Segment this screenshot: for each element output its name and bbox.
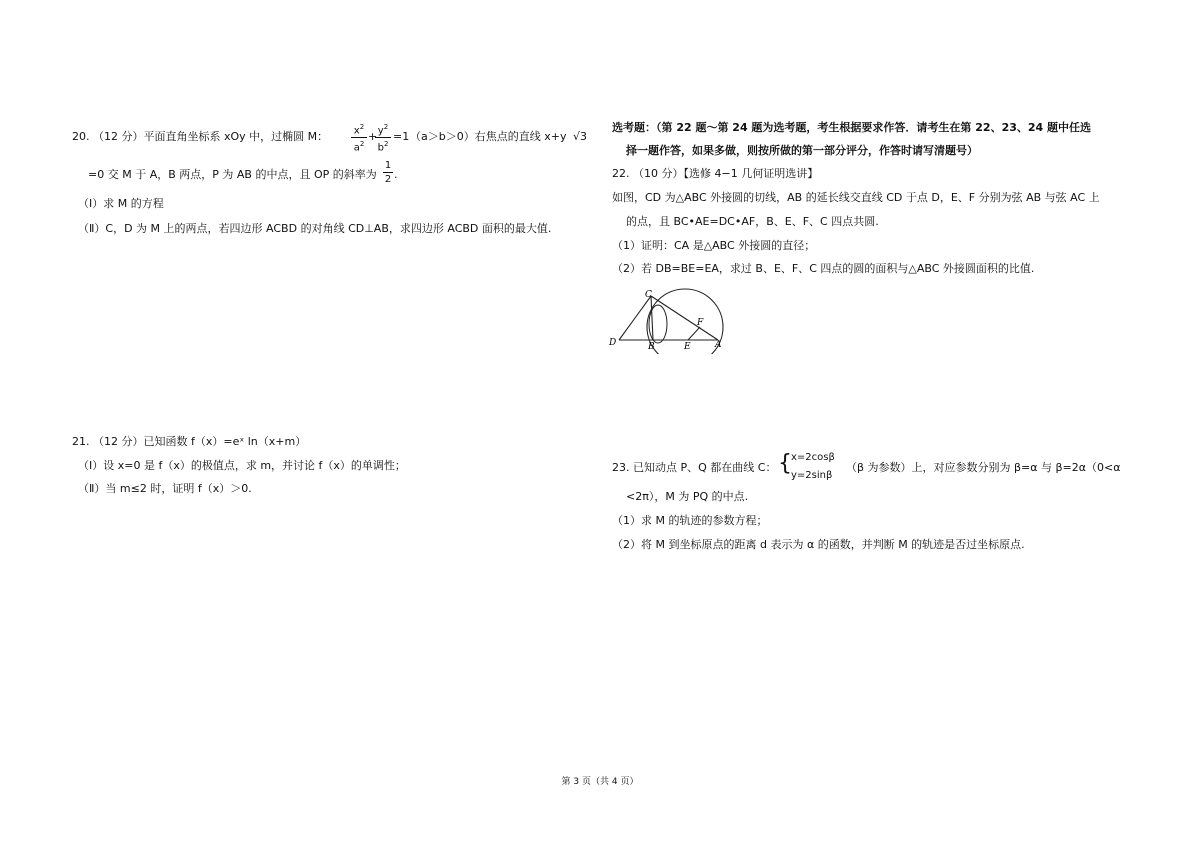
- elective-line1: 选考题：（第 22 题～第 24 题为选考题，考生根据要求作答．请考生在第 22、23、24 题中任选: [612, 121, 1092, 134]
- q22-text2: 的点，且 BC•AE=DC•AF，B、E、F、C 四点共圆.: [626, 215, 879, 228]
- q20-part2: （Ⅱ）C，D 为 M 上的两点，若四边形 ACBD 的对角线 CD⊥AB，求四边形 ACBD 面积的最大值.: [78, 222, 552, 235]
- q20-half: 1 2: [384, 160, 392, 185]
- q23-part1: （1）求 M 的轨迹的参数方程；: [612, 514, 768, 527]
- q23-sys1: x=2cosβ: [791, 452, 835, 463]
- q20-part1: （Ⅰ）求 M 的方程: [78, 197, 164, 210]
- line-CB: [651, 296, 653, 340]
- q20-plus: +: [368, 130, 378, 143]
- q20-frac-x: $x^2$ $a^2$: [351, 122, 367, 154]
- label-F: F: [697, 318, 704, 328]
- q20-prefix: 20. （12 分）平面直角坐标系 xOy 中，过椭圆 M：: [72, 130, 329, 143]
- q20-condition: （a＞b＞0）右焦点的直线 x+y: [410, 130, 567, 143]
- page-footer: 第 3 页（共 4 页）: [561, 777, 639, 787]
- q23-suffix: （β 为参数）上，对应参数分别为 β=α 与 β=2α（0<α: [846, 461, 1121, 474]
- q20-frac-y: $y^2$ $b^2$: [375, 122, 391, 154]
- q21-part2: （Ⅱ）当 m≤2 时，证明 f（x）＞0.: [78, 482, 252, 495]
- q20-line2: =0 交 M 于 A，B 两点，P 为 AB 的中点，且 OP 的斜率为: [88, 168, 377, 181]
- q20-sqrt3: √3: [573, 130, 588, 143]
- q23-prefix: 23. 已知动点 P、Q 都在曲线 C：: [612, 461, 777, 474]
- q22-figure: [606, 282, 732, 354]
- line-DC: [619, 296, 651, 340]
- q21-line1: 21. （12 分）已知函数 f（x）=eˣ ln（x+m）: [72, 435, 307, 448]
- q21-part1: （I）设 x=0 是 f（x）的极值点，求 m，并讨论 f（x）的单调性；: [78, 459, 406, 472]
- q22-text1: 如图，CD 为△ABC 外接圆的切线，AB 的延长线交直线 CD 于点 D，E、F 分别为弦 AB 与弦 AC 上: [612, 191, 1100, 204]
- q23-brace: {: [778, 451, 792, 476]
- line-EF: [688, 327, 700, 340]
- elective-line2: 择一题作答，如果多做，则按所做的第一部分评分，作答时请写清题号）: [626, 144, 978, 157]
- q23-part2: （2）将 M 到坐标原点的距离 d 表示为 α 的函数，并判断 M 的轨迹是否过坐标原点.: [612, 538, 1025, 551]
- q22-title: 22. （10 分）【选修 4−1 几何证明选讲】: [612, 167, 819, 180]
- label-A: A: [715, 340, 722, 350]
- label-C: C: [645, 290, 652, 300]
- q20-period: .: [394, 168, 398, 181]
- q23-line2: <2π），M 为 PQ 的中点.: [626, 490, 749, 503]
- q22-part1: （1）证明：CA 是△ABC 外接圆的直径；: [612, 239, 816, 252]
- q20-eq1: =1: [393, 130, 410, 143]
- label-B: B: [648, 342, 655, 352]
- q22-part2: （2）若 DB=BE=EA，求过 B、E、F、C 四点的圆的面积与△ABC 外接圆面积的比值.: [612, 262, 1035, 275]
- label-E: E: [684, 342, 691, 352]
- line-CA: [651, 296, 718, 340]
- label-D: D: [609, 338, 617, 348]
- q23-sys2: y=2sinβ: [791, 470, 833, 481]
